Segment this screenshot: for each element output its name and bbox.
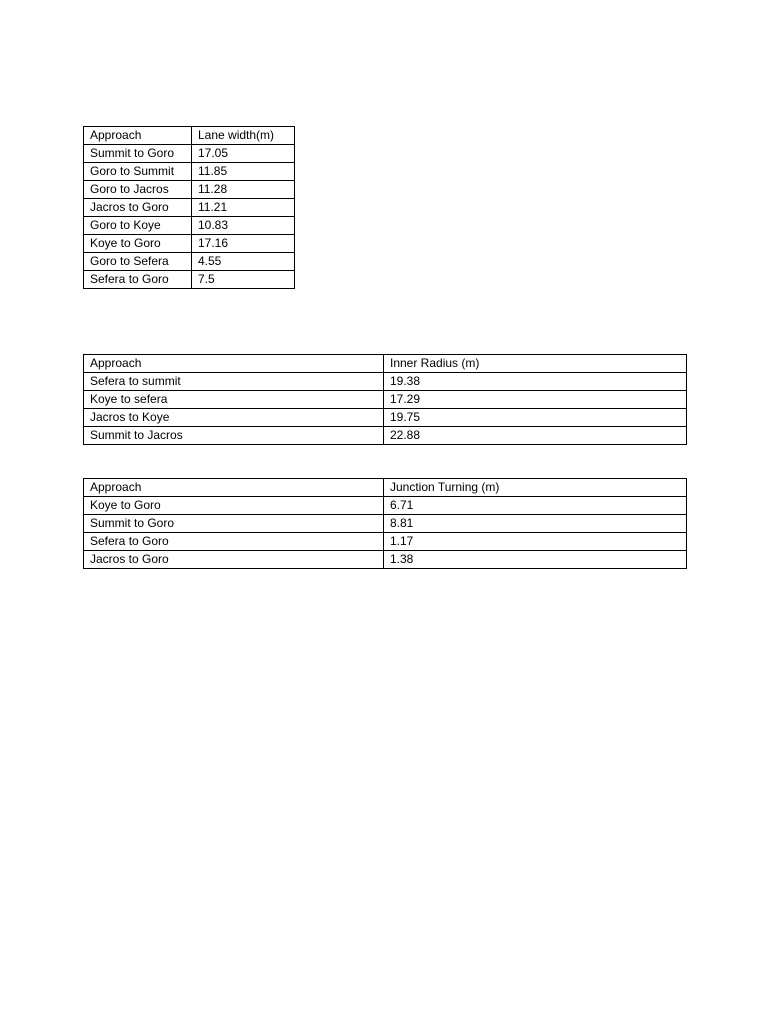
approach-cell: Jacros to Koye <box>84 409 384 427</box>
value-cell: 7.5 <box>192 271 295 289</box>
table-row <box>84 271 295 289</box>
header-cell-approach: Approach <box>84 127 192 145</box>
value-cell: 19.38 <box>384 373 687 391</box>
approach-cell: Koye to Goro <box>84 235 192 253</box>
table-row <box>84 217 295 235</box>
approach-cell: Jacros to Goro <box>84 199 192 217</box>
value-cell: 17.29 <box>384 391 687 409</box>
table-row <box>84 181 295 199</box>
approach-cell: Jacros to Goro <box>84 551 384 569</box>
value-cell: 11.21 <box>192 199 295 217</box>
table-row <box>84 235 295 253</box>
approach-cell: Goro to Koye <box>84 217 192 235</box>
value-cell: 1.17 <box>384 533 687 551</box>
junction-turning-table <box>83 478 687 569</box>
table-row <box>84 199 295 217</box>
header-cell-inner-radius: Inner Radius (m) <box>384 355 687 373</box>
header-cell-approach: Approach <box>84 479 384 497</box>
approach-cell: Summit to Goro <box>84 515 384 533</box>
table-header-row <box>84 127 295 145</box>
approach-cell: Sefera to Goro <box>84 271 192 289</box>
header-cell-junction-turning: Junction Turning (m) <box>384 479 687 497</box>
value-cell: 11.85 <box>192 163 295 181</box>
table-row <box>84 253 295 271</box>
approach-cell: Goro to Jacros <box>84 181 192 199</box>
value-cell: 17.05 <box>192 145 295 163</box>
table-header-row <box>84 355 687 373</box>
approach-cell: Sefera to Goro <box>84 533 384 551</box>
approach-cell: Goro to Summit <box>84 163 192 181</box>
table-row <box>84 427 687 445</box>
value-cell: 1.38 <box>384 551 687 569</box>
approach-cell: Sefera to summit <box>84 373 384 391</box>
approach-cell: Koye to sefera <box>84 391 384 409</box>
value-cell: 8.81 <box>384 515 687 533</box>
table-row <box>84 551 687 569</box>
table-row <box>84 497 687 515</box>
lane-width-table <box>83 126 295 289</box>
table-row <box>84 409 687 427</box>
header-cell-lane-width: Lane width(m) <box>192 127 295 145</box>
value-cell: 10.83 <box>192 217 295 235</box>
approach-cell: Koye to Goro <box>84 497 384 515</box>
value-cell: 4.55 <box>192 253 295 271</box>
table-row <box>84 145 295 163</box>
table-header-row <box>84 479 687 497</box>
value-cell: 6.71 <box>384 497 687 515</box>
value-cell: 19.75 <box>384 409 687 427</box>
inner-radius-table <box>83 354 687 445</box>
table-row <box>84 373 687 391</box>
table-row <box>84 533 687 551</box>
value-cell: 17.16 <box>192 235 295 253</box>
value-cell: 22.88 <box>384 427 687 445</box>
header-cell-approach: Approach <box>84 355 384 373</box>
table-row <box>84 391 687 409</box>
value-cell: 11.28 <box>192 181 295 199</box>
table-row <box>84 163 295 181</box>
approach-cell: Summit to Goro <box>84 145 192 163</box>
table-row <box>84 515 687 533</box>
approach-cell: Summit to Jacros <box>84 427 384 445</box>
approach-cell: Goro to Sefera <box>84 253 192 271</box>
